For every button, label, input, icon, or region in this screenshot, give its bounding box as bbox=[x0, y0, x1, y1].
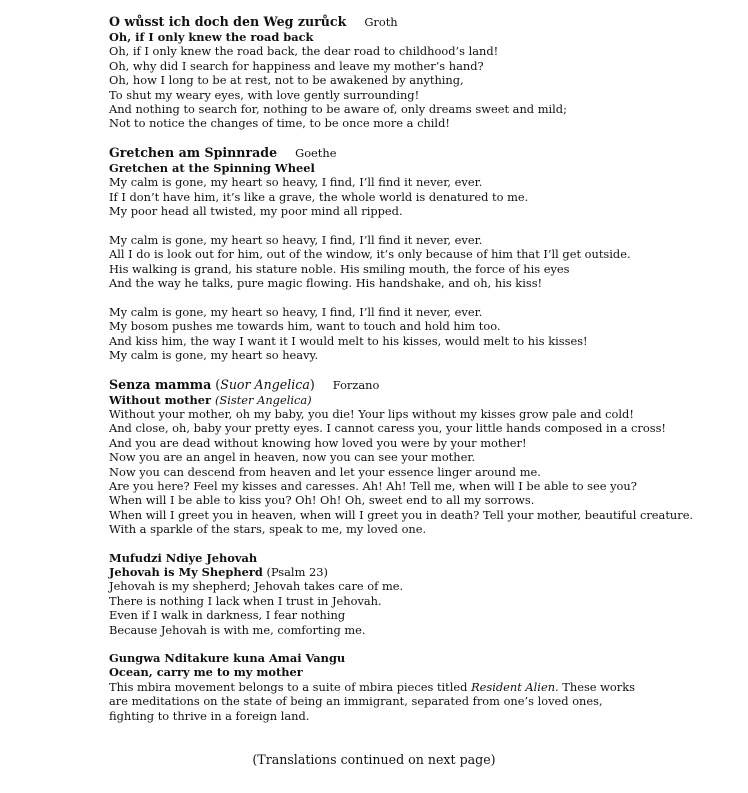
section-title: Mufudzi Ndiye Jehovah bbox=[109, 550, 258, 565]
verse-line: And you are dead without knowing how loved you were by your mother! bbox=[109, 435, 527, 450]
title-text: Gretchen am Spinnrade bbox=[109, 144, 278, 160]
verse-line: Oh, if I only knew the road back, the dear road to childhood’s land! bbox=[109, 44, 499, 59]
section-subtitle: Ocean, carry me to my mother bbox=[109, 665, 303, 680]
verse-line: My calm is gone, my heart so heavy. bbox=[109, 348, 319, 363]
verse-line: Are you here? Feel my kisses and caresses. Ah! Ah! Tell me, when will I be able to see you? bbox=[109, 478, 637, 493]
section-senza-mamma bbox=[109, 377, 709, 537]
section-mufudzi bbox=[109, 551, 709, 637]
verse-line: My bosom pushes me towards him, want to touch and hold him too. bbox=[109, 319, 501, 334]
composer-name: Forzano bbox=[332, 377, 380, 392]
section-title bbox=[109, 14, 709, 30]
description-text: These works are meditations on the state of being an immigrant, separated from one’s loved ones, fighting to thrive in a foreign land. bbox=[109, 679, 635, 723]
composer-name: Groth bbox=[364, 15, 398, 29]
section-subtitle bbox=[109, 565, 709, 579]
verse-line: And close, oh, baby your pretty eyes. I cannot caress you, your little hands composed in a cross! bbox=[109, 421, 667, 436]
paren-close: ) bbox=[309, 376, 315, 392]
verse-line: To shut my weary eyes, with love gently surrounding! bbox=[109, 87, 420, 102]
section-gungwa bbox=[109, 651, 709, 723]
verse-line: My calm is gone, my heart so heavy, I find, I’ll find it never, ever. bbox=[109, 304, 483, 319]
section-title bbox=[109, 377, 709, 393]
section-subtitle: Oh, if I only knew the road back bbox=[109, 30, 314, 44]
title-text: O wůsst ich doch den Weg zurůck bbox=[109, 14, 347, 29]
verse-line: Now you are an angel in heaven, now you can see your mother. bbox=[109, 450, 476, 465]
verse-line: His walking is grand, his stature noble. His smiling mouth, the force of his eyes bbox=[109, 261, 570, 276]
subtitle-text: Without mother bbox=[109, 392, 212, 407]
verse-line: Oh, how I long to be at rest, not to be awakened by anything, bbox=[109, 73, 464, 88]
translations-page bbox=[109, 14, 709, 723]
verse-line: With a sparkle of the stars, speak to me, my loved one. bbox=[109, 522, 427, 537]
verse-line: All I do is look out for him, out of the window, it’s only because of him that I’ll get outside. bbox=[109, 247, 631, 262]
opera-title: Suor Angelica bbox=[220, 376, 310, 392]
verse-line: And nothing to search for, nothing to be aware of, only dreams sweet and mild; bbox=[109, 102, 567, 117]
verse-line: Even if I walk in darkness, I fear nothing bbox=[109, 608, 346, 623]
verse-line: My poor head all twisted, my poor mind all ripped. bbox=[109, 204, 403, 219]
section-subtitle: Gretchen at the Spinning Wheel bbox=[109, 160, 315, 175]
verse-line: Oh, why did I search for happiness and leave my mother’s hand? bbox=[109, 58, 484, 73]
verse-line: And kiss him, the way I want it I would melt to his kisses, would melt to his kisses! bbox=[109, 333, 588, 348]
continued-note: (Translations continued on next page) bbox=[252, 752, 496, 767]
verse-line: If I don’t have him, it’s like a grave, the whole world is denatured to me. bbox=[109, 189, 529, 204]
verse-line: Because Jehovah is with me, comforting me. bbox=[109, 622, 366, 637]
section-subtitle bbox=[109, 393, 709, 407]
verse-line: Not to notice the changes of time, to be once more a child! bbox=[109, 116, 450, 131]
verse-line: Now you can descend from heaven and let your essence linger around me. bbox=[109, 464, 541, 479]
verse-line: And the way he talks, pure magic flowing. His handshake, and oh, his kiss! bbox=[109, 276, 543, 291]
verse-line: There is nothing I lack when I trust in Jehovah. bbox=[109, 593, 382, 608]
psalm-reference: (Psalm 23) bbox=[262, 564, 328, 579]
paren-open: ( bbox=[211, 376, 221, 392]
composer-name: Goethe bbox=[295, 145, 337, 160]
verse-line: Without your mother, oh my baby, you die! Your lips without my kisses grow pale and cold! bbox=[109, 406, 634, 421]
verse-line: My calm is gone, my heart so heavy, I find, I’ll find it never, ever. bbox=[109, 232, 483, 247]
verse-line: When will I greet you in heaven, when will I greet you in death? Tell your mother, beautiful creature. bbox=[109, 507, 694, 522]
suite-title: Resident Alien. bbox=[471, 679, 559, 694]
verse-line: Jehovah is my shepherd; Jehovah takes care of me. bbox=[109, 579, 404, 594]
verse-line: When will I be able to kiss you? Oh! Oh! Oh, sweet end to all my sorrows. bbox=[109, 493, 535, 508]
description-text: This mbira movement belongs to a suite of mbira pieces titled bbox=[109, 679, 472, 694]
section-title bbox=[109, 145, 709, 161]
section-gretchen bbox=[109, 145, 709, 363]
section-title: Gungwa Nditakure kuna Amai Vangu bbox=[109, 651, 346, 665]
verse-line: My calm is gone, my heart so heavy, I find, I’ll find it never, ever. bbox=[109, 175, 483, 190]
section-groth bbox=[109, 14, 709, 131]
subtitle-text: Jehovah is My Shepherd bbox=[109, 564, 263, 579]
title-text: Senza mamma bbox=[109, 376, 212, 392]
description-paragraph bbox=[109, 680, 639, 723]
opera-subtitle: (Sister Angelica) bbox=[214, 392, 312, 407]
